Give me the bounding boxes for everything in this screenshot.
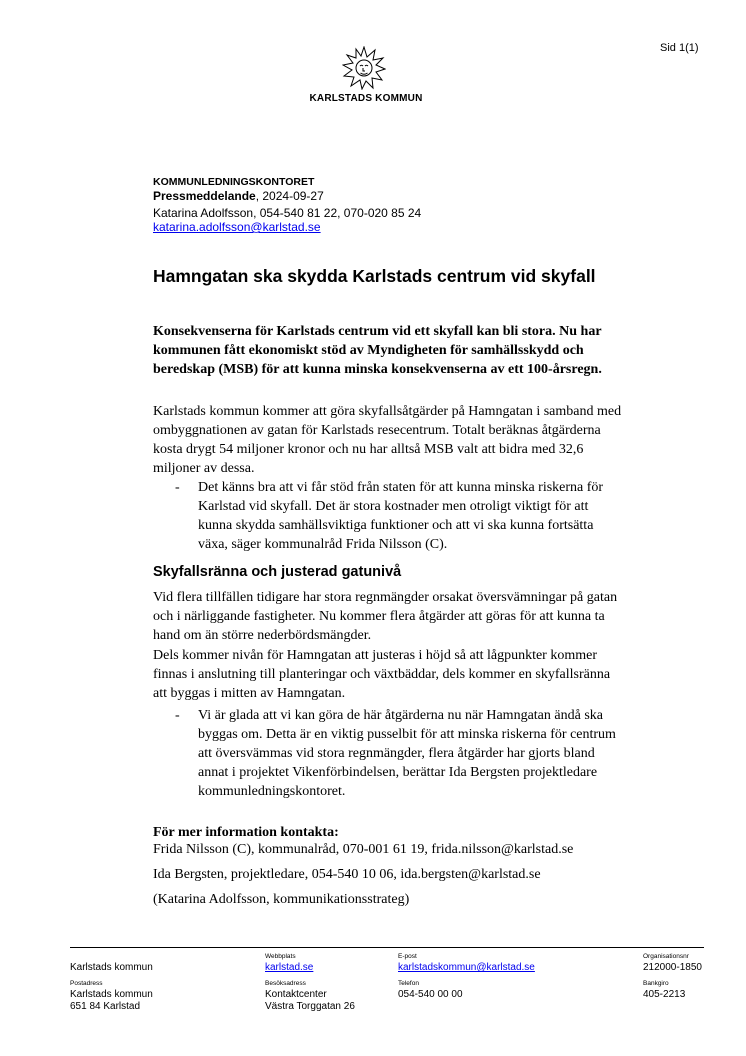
quote-text-2: Vi är glada att vi kan göra de här åtgärderna nu när Hamngatan ändå ska byggas om. Detta är en viktig pusselbit för att minska riskerna för centrum att översvämmas vid stora regnmängder, flera åtgärder har gjorts bland annat i projektet Vikenförbindelsen, berättar Ida Bergsten projektledare kommunledningskontoret.	[198, 708, 616, 799]
footer-postal-line1: Karlstads kommun	[70, 989, 153, 1000]
body-paragraph-1: Karlstads kommun kommer att göra skyfallsåtgärder på Hamngatan i samband med ombyggnationen av gatan för Karlstads resecentrum. Totalt beräknas åtgärderna kosta drygt 54 miljoner kronor och nu har alltså MSB valt att bidra med 32,6 miljoner av dessa.	[153, 404, 622, 476]
body-paragraph-2: Vid flera tillfällen tidigare har stora regnmängder orsakat översvämningar på gatan och i närliggande fastigheter. Nu kommer flera åtgärder att göras för att kunna ta hand om än större nederbördsmängder.	[153, 590, 618, 643]
contact-line: Katarina Adolfsson, 054-540 81 22, 070-020 85 24	[153, 206, 422, 220]
contact-email-link[interactable]: katarina.adolfsson@karlstad.se	[153, 220, 321, 234]
footer-org-name: Karlstads kommun	[70, 962, 153, 973]
footer-bankgiro-label: Bankgiro	[643, 980, 669, 987]
footer-visit-line1: Kontaktcenter	[265, 989, 327, 1000]
footer-visit-label: Besöksadress	[265, 980, 306, 987]
bullet-dash: -	[175, 480, 180, 495]
page-number: Sid 1(1)	[660, 42, 699, 54]
bullet-dash: -	[175, 708, 180, 723]
quote-text-1: Det känns bra att vi får stöd från staten för att kunna minska riskerna för Karlstad vid skyfall. Det är stora kostnader men otroligt viktigt för att kunna skydda samhällsviktiga funktioner och att vi ska kunna fortsätta växa, säger kommunalråd Frida Nilsson (C).	[198, 480, 604, 552]
footer-phone-label: Telefon	[398, 980, 419, 987]
footer-email-label: E-post	[398, 953, 417, 960]
footer-divider	[70, 947, 704, 948]
department-name: KOMMUNLEDNINGSKONTORET	[153, 176, 315, 188]
contact-entry: Ida Bergsten, projektledare, 054-540 10 06, ida.bergsten@karlstad.se	[153, 867, 541, 882]
lead-paragraph: Konsekvenserna för Karlstads centrum vid ett skyfall kan bli stora. Nu har kommunen fått ekonomiskt stöd av Myndigheten för samhällsskydd och beredskap (MSB) för att kunna minska konsekvenserna av ett 100-årsregn.	[153, 324, 602, 377]
press-release-label: Pressmeddelande	[153, 189, 256, 203]
brand-name: KARLSTADS KOMMUN	[309, 93, 423, 104]
footer-postal-label: Postadress	[70, 980, 103, 987]
subheading: Skyfallsränna och justerad gatunivå	[153, 564, 402, 580]
footer-visit-line2: Västra Torggatan 26	[265, 1001, 355, 1012]
footer-website-label: Webbplats	[265, 953, 296, 960]
contact-entry: (Katarina Adolfsson, kommunikationsstrateg)	[153, 892, 410, 907]
footer-orgnr-label: Organisationsnr	[643, 953, 689, 960]
press-release-line	[153, 189, 324, 203]
body-paragraph-3: Dels kommer nivån för Hamngatan att justeras i höjd så att lågpunkter kommer finnas i anslutning till planteringar och växtbäddar, dels kommer en skyfallsränna att byggas i mitten av Hamngatan.	[153, 648, 611, 701]
contact-entry: Frida Nilsson (C), kommunalråd, 070-001 61 19, frida.nilsson@karlstad.se	[153, 842, 574, 857]
press-release-date: , 2024-09-27	[255, 189, 324, 203]
sun-face-icon	[342, 46, 386, 90]
footer-phone: 054-540 00 00	[398, 989, 463, 1000]
headline: Hamngatan ska skydda Karlstads centrum vid skyfall	[153, 266, 596, 286]
footer-website-link[interactable]: karlstad.se	[265, 962, 314, 973]
footer-postal-line2: 651 84 Karlstad	[70, 1001, 141, 1012]
footer-orgnr: 212000-1850	[643, 962, 702, 973]
footer-bankgiro: 405-2213	[643, 989, 686, 1000]
footer-email-link[interactable]: karlstadskommun@karlstad.se	[398, 962, 535, 973]
more-info-title: För mer information kontakta:	[153, 825, 339, 840]
